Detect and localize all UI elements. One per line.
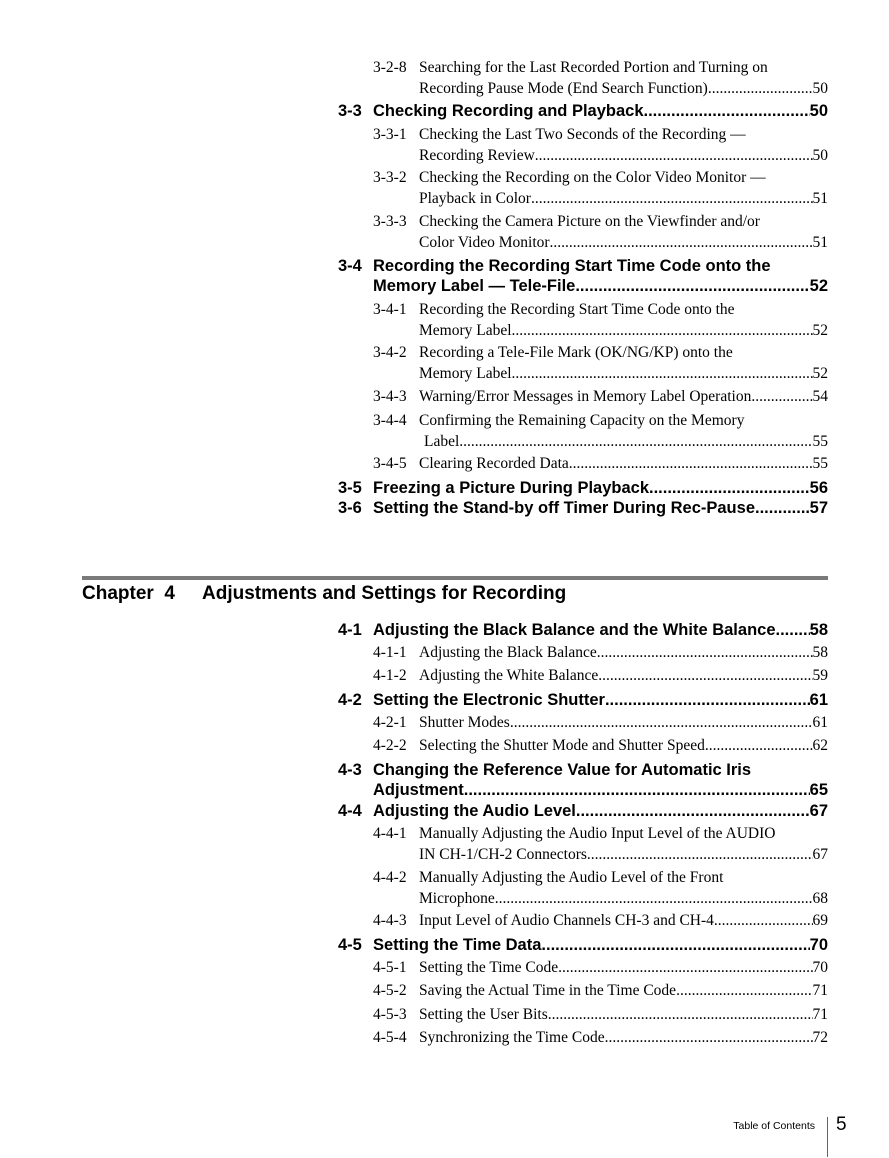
- page-number: 68: [812, 889, 828, 907]
- leader-dots: [587, 845, 813, 866]
- page-number: 62: [812, 737, 828, 754]
- entry-number: 4-2: [338, 691, 362, 709]
- entry-number: 3-4-5: [373, 455, 407, 472]
- leader-dots: [676, 981, 812, 1002]
- leader-dots: [541, 935, 809, 955]
- page-number: 58: [809, 621, 828, 639]
- entry-title-line2: Microphone: [419, 889, 495, 907]
- page-number: 67: [809, 802, 828, 820]
- entry-title-line2: Adjustment: [373, 781, 464, 799]
- toc-section[interactable]: [338, 256, 828, 296]
- footer-divider: [827, 1117, 828, 1157]
- entry-number: 4-1-1: [373, 644, 407, 661]
- leader-dots: [605, 690, 810, 710]
- entry-number: 4-2-1: [373, 714, 407, 731]
- entry-title: Setting the Time Code: [419, 959, 559, 976]
- entry-title-line1: Searching for the Last Recorded Portion and Turning on: [419, 59, 768, 76]
- toc-subentry[interactable]: [373, 868, 828, 909]
- toc-subentry[interactable]: [373, 125, 828, 166]
- page-number: 50: [812, 79, 828, 97]
- leader-dots: [569, 454, 813, 475]
- page-number: 58: [812, 644, 828, 661]
- toc-subentry[interactable]: [373, 58, 828, 99]
- entry-title: Input Level of Audio Channels CH-3 and CH-4: [419, 912, 714, 929]
- leader-dots: [649, 478, 810, 498]
- page-number: 59: [812, 667, 828, 684]
- toc-subentry[interactable]: [373, 411, 828, 452]
- page-number: 55: [812, 455, 828, 472]
- page-number: 70: [812, 959, 828, 976]
- entry-title: Setting the Stand-by off Timer During Rec-Pause: [373, 499, 755, 517]
- entry-title-line1: Changing the Reference Value for Automatic Iris: [373, 761, 752, 779]
- entry-number: 3-4: [338, 257, 362, 275]
- leader-dots: [512, 321, 813, 342]
- entry-title: Warning/Error Messages in Memory Label Operation: [419, 388, 752, 405]
- entry-number: 3-6: [338, 499, 362, 517]
- leader-dots: [598, 666, 812, 687]
- page-number: 56: [809, 479, 828, 497]
- toc-section[interactable]: [338, 498, 828, 518]
- entry-number: 3-3-1: [373, 126, 407, 143]
- toc-subentry[interactable]: [373, 212, 828, 253]
- leader-dots: [708, 79, 813, 100]
- toc-subentry[interactable]: [373, 1005, 828, 1026]
- page-number: 61: [812, 714, 828, 731]
- toc-subentry[interactable]: [373, 958, 828, 979]
- page-number: 72: [812, 1029, 828, 1046]
- entry-number: 3-4-3: [373, 388, 407, 405]
- entry-title-line2: Color Video Monitor: [419, 233, 550, 251]
- toc-subentry[interactable]: [373, 824, 828, 865]
- page-number: 50: [812, 146, 828, 164]
- chapter-label: Chapter 4: [82, 583, 175, 604]
- entry-title: Adjusting the Black Balance: [419, 644, 597, 661]
- toc-subentry[interactable]: [373, 736, 828, 757]
- page-number: 55: [812, 432, 828, 450]
- entry-number: 4-5-3: [373, 1006, 407, 1023]
- entry-title-line2: Playback in Color: [419, 189, 531, 207]
- leader-dots: [512, 364, 813, 385]
- leader-dots: [605, 1028, 813, 1049]
- toc-subentry[interactable]: [373, 343, 828, 384]
- entry-title: Setting the User Bits: [419, 1006, 548, 1023]
- entry-number: 3-4-4: [373, 412, 407, 429]
- entry-number: 3-4-1: [373, 301, 407, 318]
- entry-number: 4-4: [338, 802, 362, 820]
- footer-page-number: 5: [836, 1114, 847, 1135]
- toc-subentry[interactable]: [373, 454, 828, 475]
- entry-number: 4-5-1: [373, 959, 407, 976]
- page-number: 52: [812, 321, 828, 339]
- toc-subentry[interactable]: [373, 981, 828, 1002]
- page-number: 65: [809, 781, 828, 799]
- entry-title-line1: Recording a Tele-File Mark (OK/NG/KP) onto the: [419, 344, 733, 361]
- leader-dots: [755, 498, 810, 518]
- entry-title-line2: Recording Review: [419, 146, 535, 164]
- entry-number: 4-5-4: [373, 1029, 407, 1046]
- toc-section[interactable]: [338, 620, 828, 640]
- entry-title-line2: Recording Pause Mode (End Search Function): [419, 79, 708, 97]
- page-number: 51: [812, 189, 828, 207]
- entry-title: Selecting the Shutter Mode and Shutter Speed: [419, 737, 705, 754]
- entry-title: Adjusting the White Balance: [419, 667, 599, 684]
- toc-section[interactable]: [338, 690, 828, 710]
- page-number: 71: [812, 982, 828, 999]
- page-number: 51: [812, 233, 828, 251]
- entry-number: 4-1-2: [373, 667, 407, 684]
- entry-number: 4-5-2: [373, 982, 407, 999]
- page-number: 57: [809, 499, 828, 517]
- leader-dots: [705, 736, 813, 757]
- entry-title-line2: Memory Label — Tele-File: [373, 277, 576, 295]
- entry-title: Checking Recording and Playback: [373, 102, 644, 120]
- page-number: 70: [809, 936, 828, 954]
- leader-dots: [644, 101, 810, 121]
- page-number: 52: [809, 277, 828, 295]
- entry-title: Adjusting the Black Balance and the White Balance: [373, 621, 776, 639]
- entry-title-line1: Confirming the Remaining Capacity on the Memory: [419, 412, 745, 429]
- page-number: 71: [812, 1006, 828, 1023]
- entry-title-line2: Memory Label: [419, 364, 512, 382]
- toc-section[interactable]: [338, 101, 828, 121]
- entry-number: 4-2-2: [373, 737, 407, 754]
- page-number: 50: [809, 102, 828, 120]
- leader-dots: [714, 911, 813, 932]
- toc-subentry[interactable]: [373, 168, 828, 209]
- leader-dots: [459, 432, 812, 453]
- entry-title-line1: Checking the Camera Picture on the Viewfinder and/or: [419, 213, 760, 230]
- leader-dots: [531, 189, 813, 210]
- toc-section[interactable]: [338, 760, 828, 800]
- entry-title-line1: Manually Adjusting the Audio Level of the Front: [419, 869, 724, 886]
- entry-number: 4-4-3: [373, 912, 407, 929]
- entry-title-line1: Recording the Recording Start Time Code onto the: [419, 301, 735, 318]
- entry-title-line1: Manually Adjusting the Audio Input Level of the AUDIO: [419, 825, 776, 842]
- entry-title-line2: Memory Label: [419, 321, 512, 339]
- leader-dots: [575, 276, 809, 296]
- page-number: 61: [809, 691, 828, 709]
- entry-title-line1: Checking the Recording on the Color Video Monitor —: [419, 169, 766, 186]
- leader-dots: [751, 387, 812, 408]
- entry-title-line1: Checking the Last Two Seconds of the Recording —: [419, 126, 746, 143]
- toc-section[interactable]: [338, 935, 828, 955]
- entry-number: 3-3-2: [373, 169, 407, 186]
- entry-number: 4-3: [338, 761, 362, 779]
- toc-subentry[interactable]: [373, 1028, 828, 1049]
- page-number: 54: [812, 388, 828, 405]
- toc-subentry[interactable]: [373, 300, 828, 341]
- toc-section[interactable]: [338, 801, 828, 821]
- leader-dots: [597, 643, 813, 664]
- page-number: 67: [812, 845, 828, 863]
- toc-subentry[interactable]: [373, 713, 828, 734]
- entry-title: Setting the Electronic Shutter: [373, 691, 605, 709]
- entry-number: 3-3: [338, 102, 362, 120]
- chapter-title: Adjustments and Settings for Recording: [202, 583, 567, 604]
- entry-number: 3-4-2: [373, 344, 407, 361]
- page-number: 69: [812, 912, 828, 929]
- toc-subentry[interactable]: [373, 666, 828, 687]
- entry-title: Saving the Actual Time in the Time Code: [419, 982, 677, 999]
- entry-number: 3-5: [338, 479, 362, 497]
- chapter-divider: [82, 576, 828, 580]
- entry-number: 4-4-1: [373, 825, 407, 842]
- entry-title: Freezing a Picture During Playback: [373, 479, 650, 497]
- entry-number: 4-5: [338, 936, 362, 954]
- footer-section-label: Table of Contents: [733, 1120, 815, 1132]
- entry-number: 3-2-8: [373, 59, 407, 76]
- entry-title: Setting the Time Data: [373, 936, 542, 954]
- entry-title: Clearing Recorded Data: [419, 455, 569, 472]
- toc-section[interactable]: [338, 478, 828, 498]
- leader-dots: [495, 889, 813, 910]
- leader-dots: [558, 958, 812, 979]
- entry-title: Shutter Modes: [419, 714, 510, 731]
- entry-title-line2: IN CH-1/CH-2 Connectors: [419, 845, 587, 863]
- toc-subentry[interactable]: [373, 643, 828, 664]
- leader-dots: [776, 620, 810, 640]
- toc-subentry[interactable]: [373, 387, 828, 408]
- leader-dots: [510, 713, 813, 734]
- entry-number: 3-3-3: [373, 213, 407, 230]
- entry-title: Adjusting the Audio Level: [373, 802, 576, 820]
- leader-dots: [464, 780, 810, 800]
- leader-dots: [550, 233, 813, 254]
- entry-number: 4-1: [338, 621, 362, 639]
- leader-dots: [576, 801, 810, 821]
- entry-title: Synchronizing the Time Code: [419, 1029, 605, 1046]
- entry-number: 4-4-2: [373, 869, 407, 886]
- page-number: 52: [812, 364, 828, 382]
- entry-title-line2: Label: [424, 432, 460, 450]
- leader-dots: [535, 146, 813, 167]
- toc-subentry[interactable]: [373, 911, 828, 932]
- leader-dots: [548, 1005, 813, 1026]
- entry-title-line1: Recording the Recording Start Time Code onto the: [373, 257, 771, 275]
